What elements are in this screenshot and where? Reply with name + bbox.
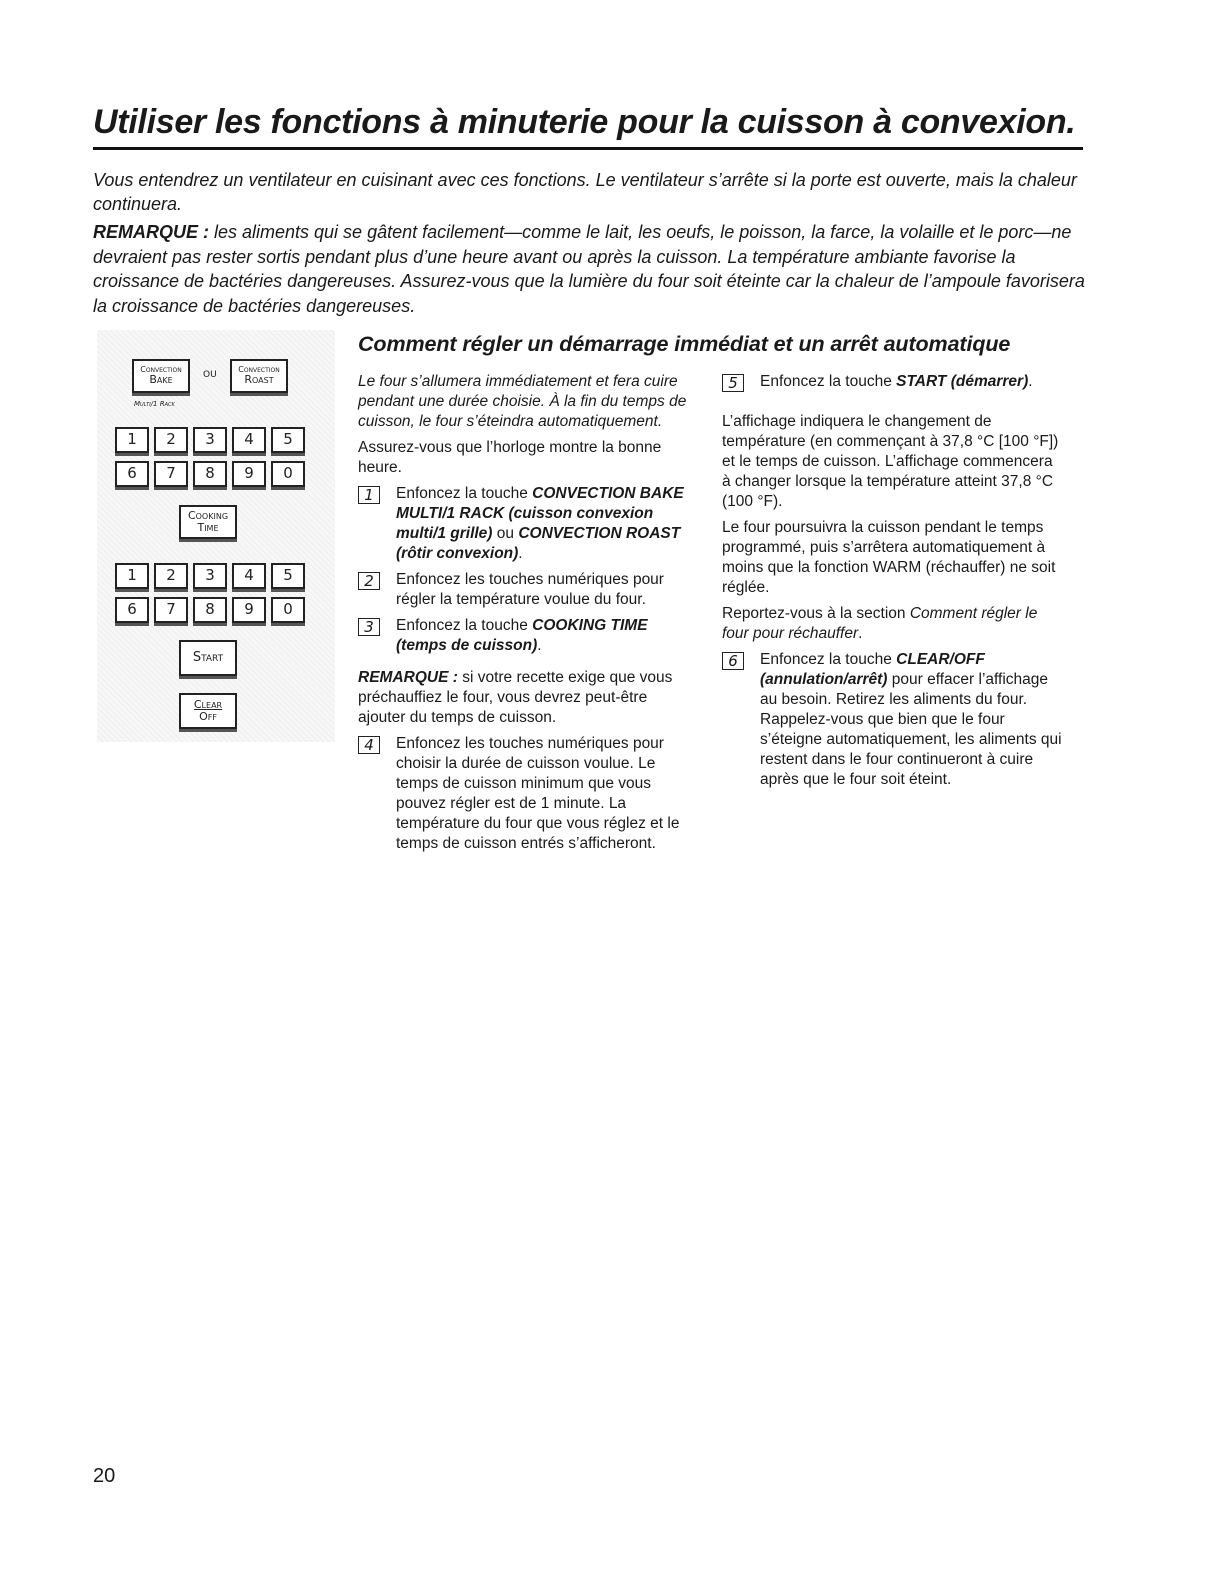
key-name: CONVECTION BAKE MULTI/1 RACK (cuisson convexion multi/1 grille) bbox=[396, 485, 684, 542]
step-text bbox=[760, 650, 1062, 790]
preheat-note bbox=[358, 668, 698, 728]
key-label: Cooking bbox=[187, 509, 229, 523]
step-1 bbox=[358, 484, 698, 564]
number-key: 5 bbox=[271, 563, 305, 589]
key-label: Start bbox=[192, 650, 224, 666]
step-number: 3 bbox=[358, 618, 380, 636]
step-number: 1 bbox=[358, 486, 380, 504]
left-text-column bbox=[358, 372, 698, 860]
right-text-column bbox=[722, 372, 1062, 796]
number-key: 0 bbox=[271, 461, 305, 487]
clock-instruction: Assurez-vous que l’horloge montre la bonne heure. bbox=[358, 439, 662, 476]
number-key: 7 bbox=[154, 461, 188, 487]
number-key: 4 bbox=[232, 427, 266, 453]
note-label: REMARQUE : bbox=[358, 669, 458, 686]
key-label: Time bbox=[197, 521, 219, 534]
start-key bbox=[179, 640, 237, 676]
step-number: 5 bbox=[722, 374, 744, 392]
page-number: 20 bbox=[93, 1465, 116, 1487]
step-text-part: ou bbox=[492, 525, 519, 542]
section-heading: Comment régler un démarrage immédiat et un arrêt automatique bbox=[358, 332, 1011, 356]
number-key: 7 bbox=[154, 597, 188, 623]
clear-off-key bbox=[179, 693, 237, 729]
see-also-text: Reportez-vous à la section bbox=[722, 605, 910, 622]
multi-rack-label: Multi/1 Rack bbox=[134, 400, 175, 408]
step-3 bbox=[358, 616, 698, 656]
key-name: CONVECTION ROAST (rôtir convexion) bbox=[396, 525, 681, 562]
see-also bbox=[722, 604, 1062, 644]
key-label: Convection bbox=[140, 365, 182, 375]
step-number: 6 bbox=[722, 652, 744, 670]
step-text bbox=[396, 484, 698, 564]
key-label: Off bbox=[199, 710, 217, 723]
note-label: REMARQUE : bbox=[93, 222, 209, 242]
intro-paragraph: Vous entendrez un ventilateur en cuisinant avec ces fonctions. Le ventilateur s’arrête si la porte est ouverte, mais la chaleur continuera. bbox=[93, 170, 1077, 214]
number-key: 0 bbox=[271, 597, 305, 623]
page-title: Utiliser les fonctions à minuterie pour la cuisson à convexion. bbox=[93, 103, 1076, 141]
number-key: 5 bbox=[271, 427, 305, 453]
control-panel-illustration bbox=[97, 330, 335, 742]
number-key: 2 bbox=[154, 563, 188, 589]
safety-note bbox=[93, 220, 1093, 318]
step-text-part: . bbox=[1028, 373, 1033, 390]
key-label: Roast bbox=[244, 373, 274, 387]
display-description: L’affichage indiquera le changement de température (en commençant à 37,8 °C [100 °F]) et le temps de cuisson. L’affichage commencera à changer lorsque la température atteint 37,8 °C (100 °F). bbox=[722, 413, 1059, 510]
step-text-part: . bbox=[537, 637, 542, 654]
title-rule bbox=[93, 147, 1083, 150]
number-key: 2 bbox=[154, 427, 188, 453]
convection-bake-key bbox=[132, 359, 190, 393]
step-text-part: Enfoncez la touche bbox=[396, 617, 533, 634]
step-text-part: Enfoncez la touche bbox=[760, 373, 897, 390]
key-name: CLEAR/OFF (annulation/arrêt) bbox=[760, 651, 985, 688]
number-key: 9 bbox=[232, 461, 266, 487]
number-key: 9 bbox=[232, 597, 266, 623]
number-key: 8 bbox=[193, 461, 227, 487]
key-name: START (démarrer) bbox=[896, 373, 1029, 390]
step-number: 2 bbox=[358, 572, 380, 590]
or-label: OU bbox=[203, 370, 217, 380]
number-key: 1 bbox=[115, 563, 149, 589]
number-key: 3 bbox=[193, 563, 227, 589]
number-key: 3 bbox=[193, 427, 227, 453]
step-number: 4 bbox=[358, 736, 380, 754]
step-6 bbox=[722, 650, 1062, 790]
number-key: 8 bbox=[193, 597, 227, 623]
section-intro: Le four s’allumera immédiatement et fera cuire pendant une durée choisie. À la fin du temps de cuisson, le four s’éteindra automatiquement. bbox=[358, 373, 687, 430]
step-5 bbox=[722, 372, 1062, 392]
convection-roast-key bbox=[230, 359, 288, 393]
step-4 bbox=[358, 734, 698, 854]
step-text-part: Enfoncez la touche bbox=[760, 651, 897, 668]
see-also-text: . bbox=[858, 625, 863, 642]
step-2 bbox=[358, 570, 698, 610]
number-key: 6 bbox=[115, 597, 149, 623]
key-label: Bake bbox=[149, 373, 173, 387]
step-text-part: pour effacer l’affichage au besoin. Retirez les aliments du four. Rappelez-vous que bien que le four s’éteigne automatiquement, les aliments qui restent dans le four continueront à cuire après que le four soit éteint. bbox=[760, 671, 1062, 788]
note-text: si votre recette exige que vous préchauffiez le four, vous devrez peut-être ajouter du temps de cuisson. bbox=[358, 669, 673, 726]
step-text-part: Enfoncez la touche bbox=[396, 485, 533, 502]
step-text: Enfoncez les touches numériques pour choisir la durée de cuisson voulue. Le temps de cuisson minimum que vous pouvez régler est de 1 minute. La température du four que vous réglez et le temps de cuisson entrés s’afficheront. bbox=[396, 735, 680, 852]
step-text bbox=[396, 616, 698, 656]
note-text: les aliments qui se gâtent facilement—comme le lait, les oeufs, le poisson, la farce, la volaille et le porc—ne devraient pas rester sortis pendant plus d’une heure avant ou après la cuisson. La température ambiante favorise la croissance de bactéries dangereuses. Assurez-vous que la lumière du four soit éteinte car la chaleur de l’ampoule favorisera la croissance de bactéries dangereuses. bbox=[93, 222, 1085, 316]
step-text bbox=[760, 372, 1062, 392]
step-text-part: . bbox=[518, 545, 523, 562]
key-label: Convection bbox=[238, 365, 280, 375]
number-key: 6 bbox=[115, 461, 149, 487]
continue-description: Le four poursuivra la cuisson pendant le temps programmé, puis s’arrêtera automatiquement à moins que la fonction WARM (réchauffer) ne soit réglée. bbox=[722, 519, 1056, 596]
see-also-link: Comment régler le four pour réchauffer bbox=[722, 605, 1038, 642]
cooking-time-key bbox=[179, 505, 237, 539]
key-label: Clear bbox=[193, 698, 223, 712]
number-key: 4 bbox=[232, 563, 266, 589]
key-name: COOKING TIME (temps de cuisson) bbox=[396, 617, 648, 654]
number-key: 1 bbox=[115, 427, 149, 453]
step-text: Enfoncez les touches numériques pour régler la température voulue du four. bbox=[396, 571, 664, 608]
